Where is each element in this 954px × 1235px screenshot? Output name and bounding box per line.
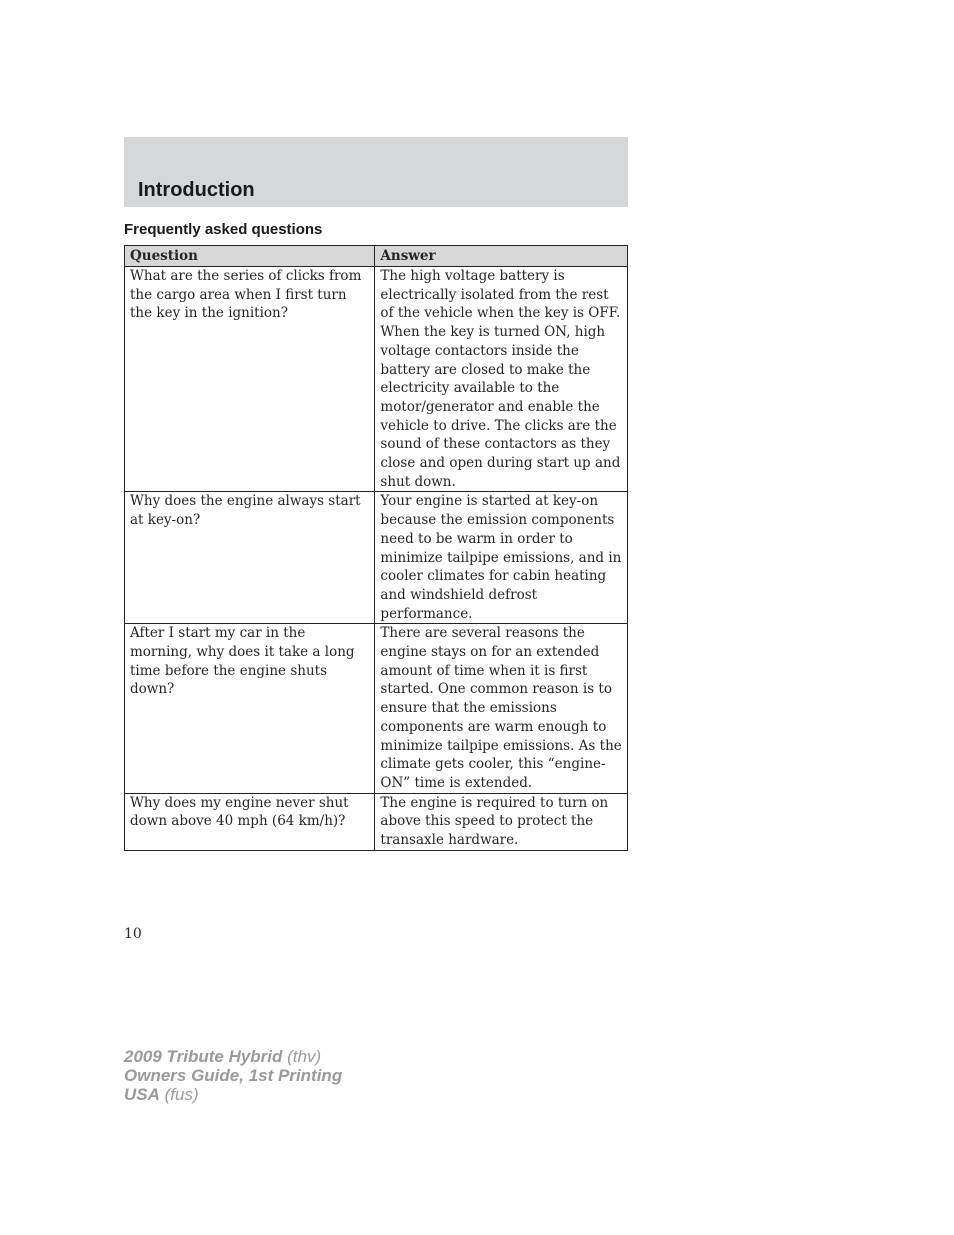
table-row xyxy=(125,267,628,492)
answer-cell: The engine is required to turn on above this speed to protect the transaxle hardware. xyxy=(375,793,628,850)
answer-cell: Your engine is started at key-on because the emission components need to be warm in order to minimize tailpipe emissions, and in cooler climates for cabin heating and windshield defrost performance. xyxy=(375,492,628,624)
question-cell: Why does my engine never shut down above 40 mph (64 km/h)? xyxy=(125,793,375,850)
question-cell: What are the series of clicks from the cargo area when I first turn the key in the ignition? xyxy=(125,267,375,492)
answer-cell: There are several reasons the engine stays on for an extended amount of time when it is first started. One common reason is to ensure that the emissions components are warm enough to minimize tailpipe emissions. As the climate gets cooler, this “engine-ON” time is extended. xyxy=(375,624,628,793)
footer-printing: Owners Guide, 1st Printing xyxy=(124,1066,343,1085)
faq-table-header-row xyxy=(125,246,628,267)
table-row xyxy=(125,492,628,624)
footer-market: USA xyxy=(124,1085,160,1104)
question-cell: Why does the engine always start at key-on? xyxy=(125,492,375,624)
footer-model-name: 2009 Tribute Hybrid xyxy=(124,1047,283,1066)
faq-table xyxy=(124,245,628,851)
question-cell: After I start my car in the morning, why does it take a long time before the engine shuts down? xyxy=(125,624,375,793)
column-header-answer: Answer xyxy=(375,246,628,267)
footer-line-printing xyxy=(124,1066,342,1085)
section-title: Introduction xyxy=(138,179,255,201)
footer-model-code: (thv) xyxy=(287,1047,322,1066)
faq-heading: Frequently asked questions xyxy=(124,221,323,238)
section-header-band xyxy=(124,137,628,207)
footer-line-market xyxy=(124,1085,342,1104)
footer-market-code: (fus) xyxy=(164,1085,199,1104)
column-header-question: Question xyxy=(125,246,375,267)
footer-line-model xyxy=(124,1047,342,1066)
table-row xyxy=(125,793,628,850)
answer-cell: The high voltage battery is electrically isolated from the rest of the vehicle when the key is OFF. When the key is turned ON, high voltage contactors inside the battery are closed to make the electricity available to the motor/generator and enable the vehicle to drive. The clicks are the sound of these contactors as they close and open during start up and shut down. xyxy=(375,267,628,492)
print-footer xyxy=(124,1047,342,1104)
page-number: 10 xyxy=(124,926,142,942)
table-row xyxy=(125,624,628,793)
